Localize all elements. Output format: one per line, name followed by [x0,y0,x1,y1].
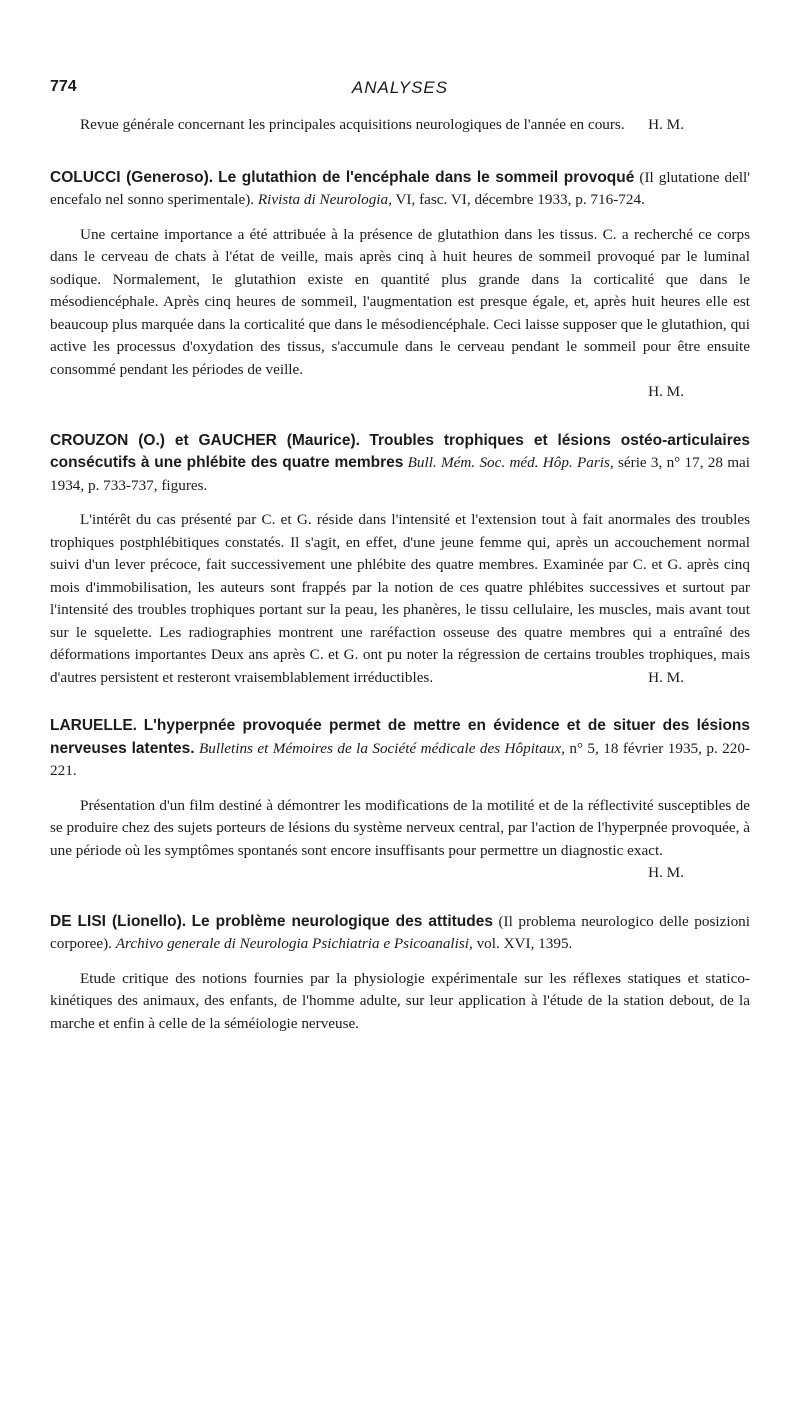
entry-title: Le glutathion de l'encéphale dans le sommeil provoqué [218,168,635,186]
entry-journal: Bull. Mém. Soc. méd. Hôp. Paris, [407,454,614,471]
entry-author: COLUCCI (Generoso). [50,168,214,186]
review-entry [50,715,750,885]
entry-author: LARUELLE. [50,717,137,734]
entry-citation [50,430,750,498]
entry-signature: H. M. [648,383,684,400]
entry-title: L'hyperpnée provoquée permet de mettre en évidence et de situer des lésions nerveuses latentes. [50,717,750,757]
entry-body: Etude critique des notions fournies par la physiologie expérimentale sur les réflexes statiques et statico-kinétiques des animaux, des enfants, de l'homme adulte, sur leur application à l'étude de la station debout, de la marche et enfin à celle de la séméiologie nerveuse. [50,969,750,1032]
page-number: 774 [50,78,77,95]
entry-journal: Rivista di Neurologia, [257,191,392,208]
intro-block [50,114,750,137]
entry-reference: vol. XVI, 1395. [476,935,573,952]
intro-text: Revue générale concernant les principales acquisitions neurologiques de l'année en cours. [80,116,625,133]
entry-signature: H. M. [648,668,684,686]
intro-signature: H. M. [648,116,684,133]
entry-body: Une certaine importance a été attribuée à la présence de glutathion dans les tissus. C. a recherché ce corps dans le cerveau de chats à l'état de veille, mais après cinq à huit heures de sommeil provoqué par le luminal sodique. Normalement, le glutathion existe en quantité plus grande dans la corticalité que dans le mésodiencéphale. Après cinq heures de sommeil, l'augmentation est presque égale, et, après huit heures elle est beaucoup plus marquée dans la corticalité que dans le mésodiencéphale. Ceci laisse supposer que le glutathion, qui active les processus d'oxydation des tissus, s'accumule dans le cerveau pendant le sommeil pour être ensuite consommé pendant les périodes de veille. [50,225,750,378]
entry-title: Le problème neurologique des attitudes [191,912,493,930]
entry-journal: Bulletins et Mémoires de la Société médicale des Hôpitaux, [198,739,565,757]
entry-reference: série 3, n° 17, 28 mai 1934, p. 733-737, figures. [50,454,750,494]
entry-journal: Archivo generale di Neurologia Psichiatria e Psicoanalisi, [115,935,473,952]
entry-author: CROUZON (O.) et GAUCHER (Maurice). [50,431,360,449]
entry-citation [50,715,750,783]
review-entry [50,167,750,404]
running-title: ANALYSES [351,78,449,97]
entry-author: DE LISI (Lionello). [50,912,187,930]
entry-signature: H. M. [648,864,684,881]
entry-original-title: (Il glutatione dell' encefalo nel sonno sperimentale). [50,168,751,208]
entry-body: Présentation d'un film destiné à démontrer les modifications de la motilité et de la réflectivité susceptibles de se produire chez des sujets porteurs de lésions du système nerveux central, par l'action de l'hyperpnée provoquée, à une période où les symptômes spontanés sont encore insuffisants pour permettre un diagnostic exact. [50,796,750,859]
review-entry [50,430,750,690]
page-header [50,78,750,100]
review-entry [50,911,750,1036]
entry-title: Troubles trophiques et lésions ostéo-articulaires consécutifs à une phlébite des quatre membres [50,431,751,471]
entry-original-title: (Il problema neurologico delle posizioni corporee). [50,912,750,952]
entry-citation [50,167,750,212]
entry-citation [50,911,750,956]
entry-body: L'intérêt du cas présenté par C. et G. réside dans l'intensité et l'extension tout à fait anormales des troubles trophiques postphlébitiques constatés. Il s'agit, en effet, d'une jeune femme qui, après un accouchement normal suivi d'un lever précoce, fait successivement une phlébite des quatre membres. Examinée par C. et G. après cinq mois d'immobilisation, les auteurs sont frappés par la notion de ces quatre phlébites successives et surtout par l'intensité des troubles trophiques portant sur la peau, les phanères, le tissu cellulaire, les muscles, mais avant tout sur le squelette. Les radiographies montrent une raréfaction osseuse des quatre membres qui a entraîné des déformations importantes Deux ans après C. et G. ont pu noter la régression de certains troubles trophiques, mais d'autres persistent et resteront vraisemblablement irréductibles. [50,511,750,686]
entry-reference: VI, fasc. VI, décembre 1933, p. 716-724. [395,191,645,208]
entry-reference: n° 5, 18 février 1935, p. 220-221. [50,739,751,779]
page-content [50,114,750,1035]
